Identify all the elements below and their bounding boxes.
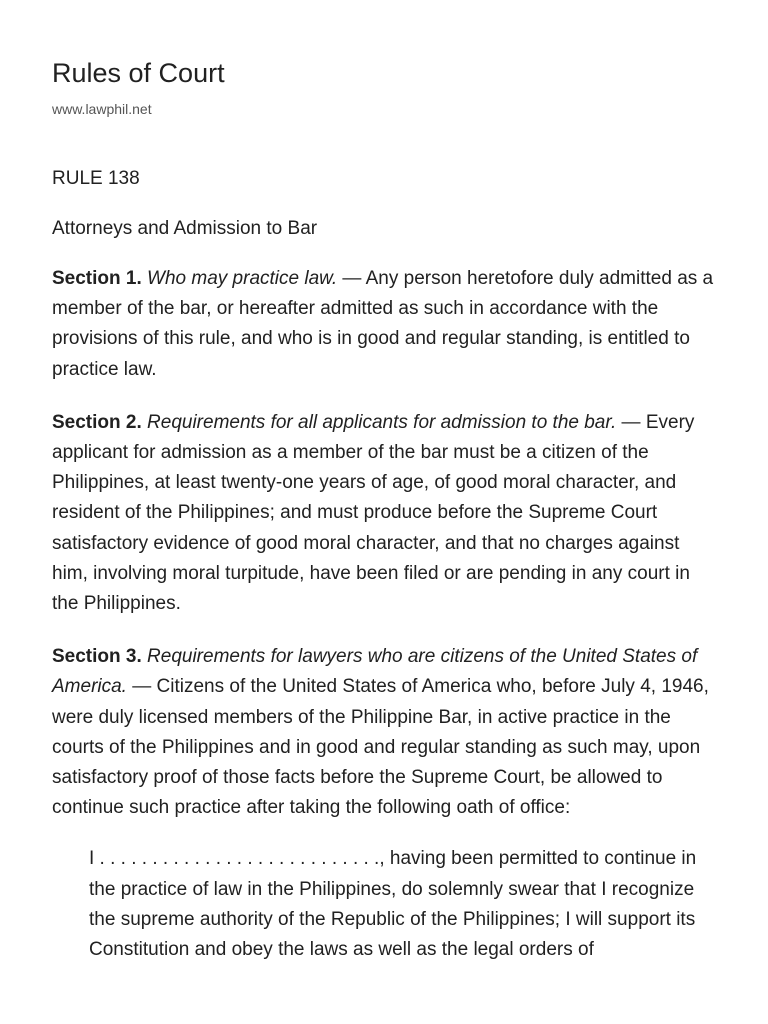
oath-text: I . . . . . . . . . . . . . . . . . . . . . . . . . . ., having been permitted to continue in the practice of law in the Philippines, do solemnly swear that I recognize the supreme authority of the Republic of the Philippines; I will support its Constitution and obey the laws as well as the legal orders of [89, 848, 697, 961]
source-link[interactable]: www.lawphil.net [52, 101, 152, 117]
document-title: Rules of Court [52, 58, 225, 88]
section-heading: Requirements for lawyers who are citizens of the United States of America. [52, 646, 698, 698]
section-heading: Requirements for all applicants for admission to the bar. [147, 411, 617, 433]
section-body: — Citizens of the United States of America who, before July 4, 1946, were duly licensed members of the Philippine Bar, in active practice in the courts of the Philippines and in good and regular standing as such may, upon satisfactory proof of those facts before the Supreme Court, be allowed to continue such practice after taking the following oath of office: [52, 676, 709, 819]
section-label: Section 2. [52, 411, 142, 433]
section-1 [52, 264, 716, 385]
section-heading: Who may practice law. [147, 268, 338, 289]
section-body: — Any person heretofore duly admitted as a member of the bar, or hereafter admitted as such in accordance with the provisions of this rule, and who is in good and regular standing, is entitled to practice law. [52, 268, 714, 380]
rule-number: RULE 138 [52, 168, 140, 189]
rule-title: Attorneys and Admission to Bar [52, 218, 318, 239]
section-3 [52, 642, 716, 823]
section-body: — Every applicant for admission as a member of the bar must be a citizen of the Philippines, at least twenty-one years of age, of good moral character, and resident of the Philippines; and must produce before the Supreme Court satisfactory evidence of good moral character, and that no charges against him, involving moral turpitude, have been filed or are pending in any court in the Philippines. [52, 411, 695, 615]
section-2 [52, 408, 716, 619]
section-label: Section 1. [52, 268, 142, 289]
section-label: Section 3. [52, 646, 142, 668]
